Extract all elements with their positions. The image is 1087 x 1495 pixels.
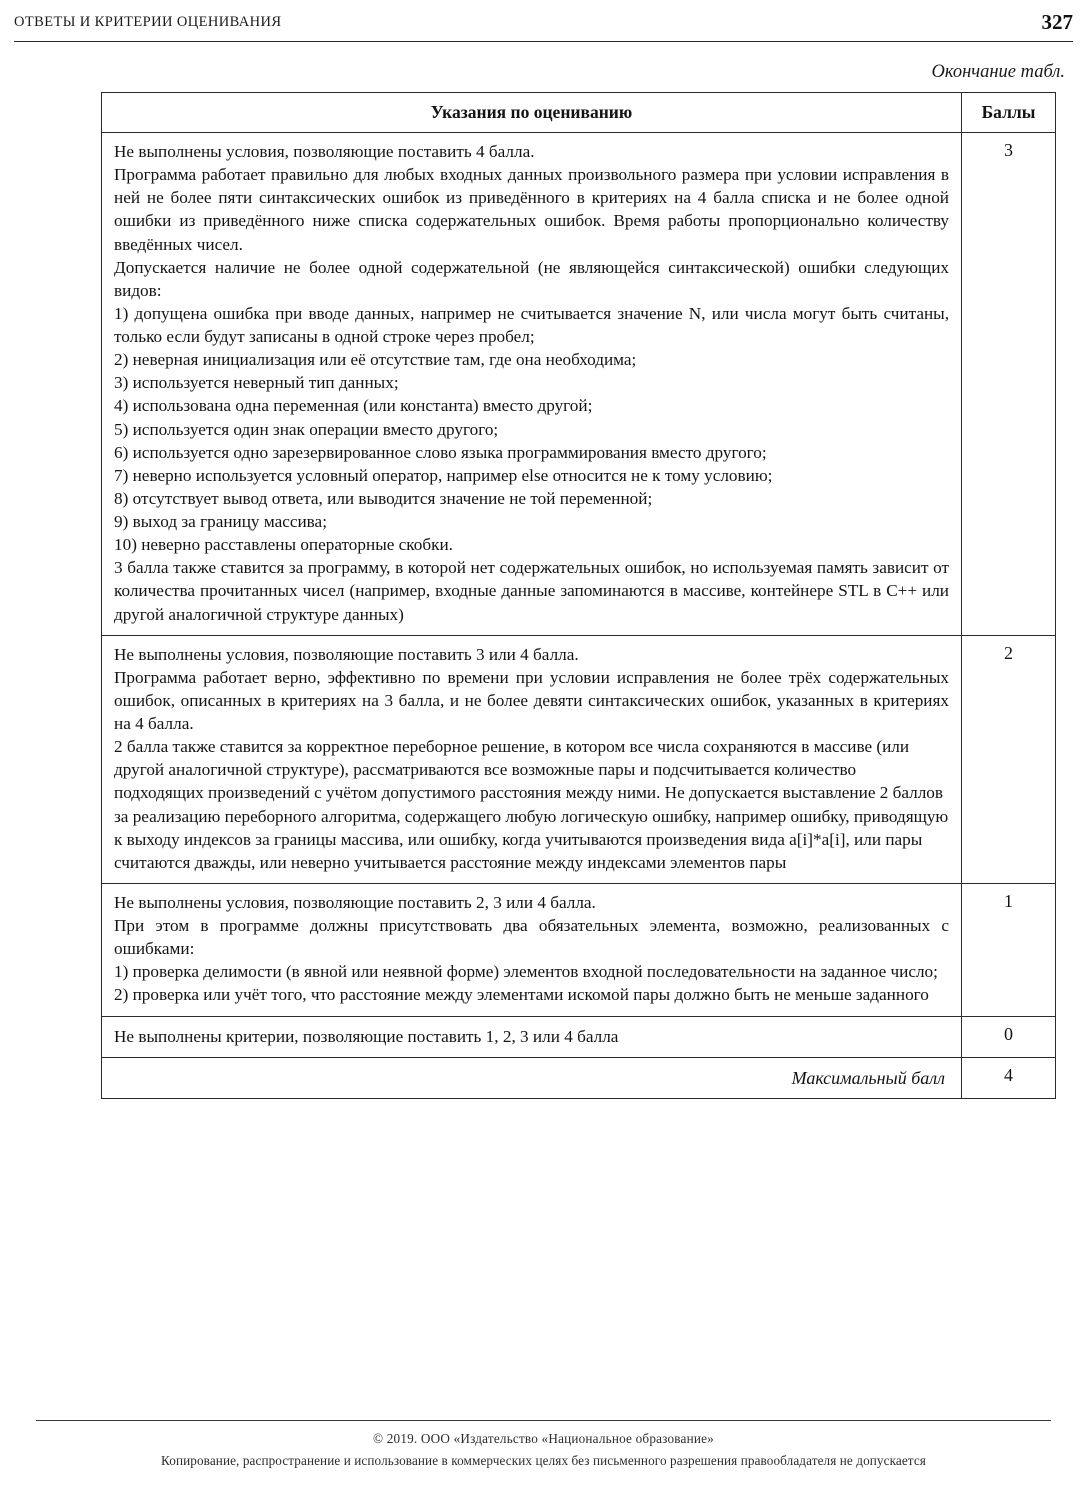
criteria-paragraph: 7) неверно используется условный оператор, например else относится не к тому условию; <box>114 465 773 485</box>
criteria-paragraph: 1) допущена ошибка при вводе данных, например не считывается значение N, или числа могут быть считаны, только если будут записаны в одной строке через пробел; <box>114 303 949 346</box>
criteria-paragraph: 3 балла также ставится за программу, в которой нет содержательных ошибок, но используемая память зависит от количества прочитанных чисел (например, входные данные запоминаются в массиве, контейнере STL в C++ или другой аналогичной структуре данных) <box>114 558 949 624</box>
criteria-paragraph: 6) используется одно зарезервированное слово языка программирования вместо другого; <box>114 442 767 462</box>
criteria-paragraph: Программа работает правильно для любых входных данных произвольного размера при условии исправления в ней не более пяти синтаксических ошибок из приведённого в критериях на 4 балла списка и не более одной ошибки из приведённого ниже списка содержательных ошибок. Время работы пропорционально количеству введённых чисел. <box>114 165 949 254</box>
page-footer <box>0 1431 1087 1469</box>
total-label: Максимальный балл <box>102 1057 962 1098</box>
score-cell: 2 <box>962 635 1056 883</box>
criteria-paragraph: Не выполнены условия, позволяющие поставить 4 балла. <box>114 142 535 161</box>
criteria-cell <box>102 133 962 636</box>
criteria-paragraph: При этом в программе должны присутствовать два обязательных элемента, возможно, реализованных с ошибками: <box>114 916 949 959</box>
criteria-cell <box>102 635 962 883</box>
criteria-paragraph: 2 балла также ставится за корректное переборное решение, в котором все числа сохраняются в массиве (или другой аналогичной структуре), рассматриваются все возможные пары и подсчитывается количество подходящих произведений с учётом допустимого расстояния между ними. Не допускается выставление 2 баллов за реализацию переборного алгоритма, содержащего любую логическую ошибку, например ошибку, приводящую к выходу индексов за границы массива, или ошибку, когда учитываются произведения вида a[i]*a[i], или пары считаются дважды, или неверно учитывается расстояние между индексами элементов пары <box>114 737 949 872</box>
score-cell: 3 <box>962 133 1056 636</box>
running-head <box>14 10 1073 44</box>
total-score: 4 <box>962 1057 1056 1098</box>
criteria-paragraph: 2) проверка или учёт того, что расстояние между элементами искомой пары должно быть не меньше заданного <box>114 985 929 1005</box>
criteria-paragraph: 8) отсутствует вывод ответа, или выводится значение не той переменной; <box>114 488 653 508</box>
copyright-line: © 2019. ООО «Издательство «Национальное образование» <box>373 1431 714 1446</box>
table-continuation-note: Окончание табл. <box>931 62 1065 82</box>
criteria-paragraph: 9) выход за границу массива; <box>114 512 327 531</box>
table-row <box>102 635 1056 883</box>
criteria-cell <box>102 1016 962 1057</box>
criteria-paragraph: Не выполнены критерии, позволяющие поставить 1, 2, 3 или 4 балла <box>114 1026 619 1046</box>
table-row <box>102 133 1056 636</box>
criteria-paragraph: Программа работает верно, эффективно по времени при условии исправления не более трёх содержательных ошибок, описанных в критериях на 3 балла, и не более девяти синтаксических ошибок, указанных в критериях на 4 балла. <box>114 667 949 733</box>
table-header-row <box>102 93 1056 133</box>
header-criteria: Указания по оцениванию <box>102 93 962 133</box>
criteria-cell <box>102 883 962 1016</box>
criteria-paragraph: 5) используется один знак операции вместо другого; <box>114 419 499 439</box>
table-total-row <box>102 1057 1056 1098</box>
running-head-title: ОТВЕТЫ И КРИТЕРИИ ОЦЕНИВАНИЯ <box>14 14 282 30</box>
table-row <box>102 883 1056 1016</box>
criteria-paragraph: 1) проверка делимости (в явной или неявной форме) элементов входной последовательности на заданное число; <box>114 962 938 982</box>
criteria-paragraph: Не выполнены условия, позволяющие поставить 2, 3 или 4 балла. <box>114 892 596 912</box>
usage-notice-line: Копирование, распространение и использование в коммерческих целях без письменного разрешения правообладателя не допускается <box>161 1453 926 1468</box>
criteria-paragraph: 4) использована одна переменная (или константа) вместо другой; <box>114 396 593 416</box>
running-head-rule <box>14 41 1073 42</box>
score-cell: 1 <box>962 883 1056 1016</box>
criteria-paragraph: Допускается наличие не более одной содержательной (не являющейся синтаксической) ошибки следующих видов: <box>114 257 949 300</box>
page-number: 327 <box>1041 10 1073 34</box>
criteria-paragraph: 3) используется неверный тип данных; <box>114 373 399 393</box>
criteria-paragraph: Не выполнены условия, позволяющие поставить 3 или 4 балла. <box>114 644 579 664</box>
score-cell: 0 <box>962 1016 1056 1057</box>
table-row <box>102 1016 1056 1057</box>
criteria-paragraph: 10) неверно расставлены операторные скобки. <box>114 535 453 555</box>
header-score: Баллы <box>962 93 1056 133</box>
footer-rule <box>36 1420 1051 1421</box>
grading-criteria-table <box>101 92 1056 1099</box>
criteria-paragraph: 2) неверная инициализация или её отсутствие там, где она необходима; <box>114 350 637 370</box>
